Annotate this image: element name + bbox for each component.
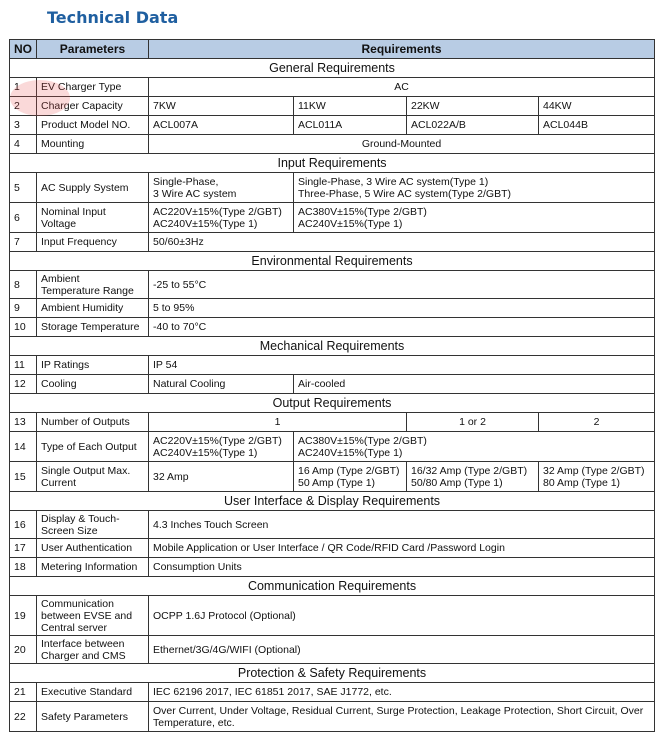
table-row <box>10 271 655 299</box>
header-parameters: Parameters <box>37 40 149 59</box>
requirement-value: AC220V±15%(Type 2/GBT) AC240V±15%(Type 1) <box>149 203 294 233</box>
row-number: 16 <box>10 511 37 539</box>
requirement-value: 32 Amp <box>149 462 294 492</box>
section-general: General Requirements <box>10 59 655 78</box>
row-number: 14 <box>10 432 37 462</box>
parameter-name: User Authentication <box>37 539 149 558</box>
table-row <box>10 173 655 203</box>
parameter-name: Nominal Input Voltage <box>37 203 149 233</box>
table-row <box>10 203 655 233</box>
parameter-name: Ambient Humidity <box>37 299 149 318</box>
section-output: Output Requirements <box>10 394 655 413</box>
table-row <box>10 511 655 539</box>
table-row <box>10 636 655 664</box>
requirement-value: -25 to 55°C <box>149 271 655 299</box>
parameter-name: Type of Each Output <box>37 432 149 462</box>
table-row <box>10 356 655 375</box>
parameter-name: Number of Outputs <box>37 413 149 432</box>
parameter-name: Storage Temperature <box>37 318 149 337</box>
row-number: 1 <box>10 78 37 97</box>
requirement-value: ACL044B <box>539 116 655 135</box>
requirement-value: IP 54 <box>149 356 655 375</box>
requirement-value: 4.3 Inches Touch Screen <box>149 511 655 539</box>
table-row <box>10 462 655 492</box>
table-row <box>10 432 655 462</box>
requirement-value: 7KW <box>149 97 294 116</box>
table-row <box>10 683 655 702</box>
table-row <box>10 539 655 558</box>
parameter-name: Input Frequency <box>37 233 149 252</box>
table-header-row <box>10 40 655 59</box>
requirement-value: -40 to 70°C <box>149 318 655 337</box>
row-number: 8 <box>10 271 37 299</box>
section-communication: Communication Requirements <box>10 577 655 596</box>
parameter-name: Mounting <box>37 135 149 154</box>
requirement-value: Mobile Application or User Interface / QR Code/RFID Card /Password Login <box>149 539 655 558</box>
table-row <box>10 375 655 394</box>
requirement-value: 16 Amp (Type 2/GBT) 50 Amp (Type 1) <box>294 462 407 492</box>
requirement-value: AC380V±15%(Type 2/GBT) AC240V±15%(Type 1) <box>294 432 655 462</box>
row-number: 9 <box>10 299 37 318</box>
parameter-name: Executive Standard <box>37 683 149 702</box>
row-number: 22 <box>10 702 37 732</box>
requirement-value: AC380V±15%(Type 2/GBT) AC240V±15%(Type 1) <box>294 203 655 233</box>
header-no: NO <box>10 40 37 59</box>
parameter-name: AC Supply System <box>37 173 149 203</box>
header-requirements: Requirements <box>149 40 655 59</box>
parameter-name: Product Model NO. <box>37 116 149 135</box>
requirement-value: AC220V±15%(Type 2/GBT) AC240V±15%(Type 1) <box>149 432 294 462</box>
parameter-name: Display & Touch- Screen Size <box>37 511 149 539</box>
section-mechanical: Mechanical Requirements <box>10 337 655 356</box>
requirement-value: 22KW <box>407 97 539 116</box>
requirement-value: 1 <box>149 413 407 432</box>
requirement-value: Natural Cooling <box>149 375 294 394</box>
table-row <box>10 318 655 337</box>
technical-data-table <box>9 39 655 732</box>
parameter-name: IP Ratings <box>37 356 149 375</box>
table-row <box>10 97 655 116</box>
requirement-value: 16/32 Amp (Type 2/GBT) 50/80 Amp (Type 1) <box>407 462 539 492</box>
parameter-name: Cooling <box>37 375 149 394</box>
requirement-value: OCPP 1.6J Protocol (Optional) <box>149 596 655 636</box>
requirement-value: Ethernet/3G/4G/WIFI (Optional) <box>149 636 655 664</box>
requirement-value: Single-Phase, 3 Wire AC system(Type 1) Three-Phase, 5 Wire AC system(Type 2/GBT) <box>294 173 655 203</box>
parameter-name: Charger Capacity <box>37 97 149 116</box>
requirement-value: Air-cooled <box>294 375 655 394</box>
row-number: 17 <box>10 539 37 558</box>
row-number: 10 <box>10 318 37 337</box>
row-number: 18 <box>10 558 37 577</box>
section-environmental: Environmental Requirements <box>10 252 655 271</box>
section-ui-display: User Interface & Display Requirements <box>10 492 655 511</box>
requirement-value: 50/60±3Hz <box>149 233 655 252</box>
requirement-value: 32 Amp (Type 2/GBT) 80 Amp (Type 1) <box>539 462 655 492</box>
document-title: Technical Data <box>47 8 179 27</box>
row-number: 4 <box>10 135 37 154</box>
requirement-value: ACL011A <box>294 116 407 135</box>
requirement-value: IEC 62196 2017, IEC 61851 2017, SAE J1772, etc. <box>149 683 655 702</box>
section-protection-safety: Protection & Safety Requirements <box>10 664 655 683</box>
row-number: 3 <box>10 116 37 135</box>
parameter-name: Safety Parameters <box>37 702 149 732</box>
parameter-name: Ambient Temperature Range <box>37 271 149 299</box>
requirement-value: AC <box>149 78 655 97</box>
requirement-value: Over Current, Under Voltage, Residual Current, Surge Protection, Leakage Protection, Short Circuit, Over Temperature, etc. <box>149 702 655 732</box>
section-input: Input Requirements <box>10 154 655 173</box>
requirement-value: Consumption Units <box>149 558 655 577</box>
table-row <box>10 135 655 154</box>
parameter-name: Metering Information <box>37 558 149 577</box>
table-row <box>10 702 655 732</box>
row-number: 6 <box>10 203 37 233</box>
parameter-name: Communication between EVSE and Central server <box>37 596 149 636</box>
row-number: 19 <box>10 596 37 636</box>
row-number: 7 <box>10 233 37 252</box>
table-row <box>10 233 655 252</box>
parameter-name: Interface between Charger and CMS <box>37 636 149 664</box>
table-row <box>10 558 655 577</box>
table-row <box>10 413 655 432</box>
parameter-name: EV Charger Type <box>37 78 149 97</box>
row-number: 13 <box>10 413 37 432</box>
requirement-value: 5 to 95% <box>149 299 655 318</box>
requirement-value: 11KW <box>294 97 407 116</box>
row-number: 11 <box>10 356 37 375</box>
table-row <box>10 78 655 97</box>
table-row <box>10 299 655 318</box>
row-number: 21 <box>10 683 37 702</box>
requirement-value: 44KW <box>539 97 655 116</box>
parameter-name: Single Output Max. Current <box>37 462 149 492</box>
row-number: 20 <box>10 636 37 664</box>
row-number: 15 <box>10 462 37 492</box>
row-number: 2 <box>10 97 37 116</box>
table-row <box>10 116 655 135</box>
requirement-value: 1 or 2 <box>407 413 539 432</box>
requirement-value: Single-Phase, 3 Wire AC system <box>149 173 294 203</box>
requirement-value: Ground-Mounted <box>149 135 655 154</box>
row-number: 5 <box>10 173 37 203</box>
row-number: 12 <box>10 375 37 394</box>
requirement-value: ACL007A <box>149 116 294 135</box>
table-row <box>10 596 655 636</box>
requirement-value: 2 <box>539 413 655 432</box>
requirement-value: ACL022A/B <box>407 116 539 135</box>
